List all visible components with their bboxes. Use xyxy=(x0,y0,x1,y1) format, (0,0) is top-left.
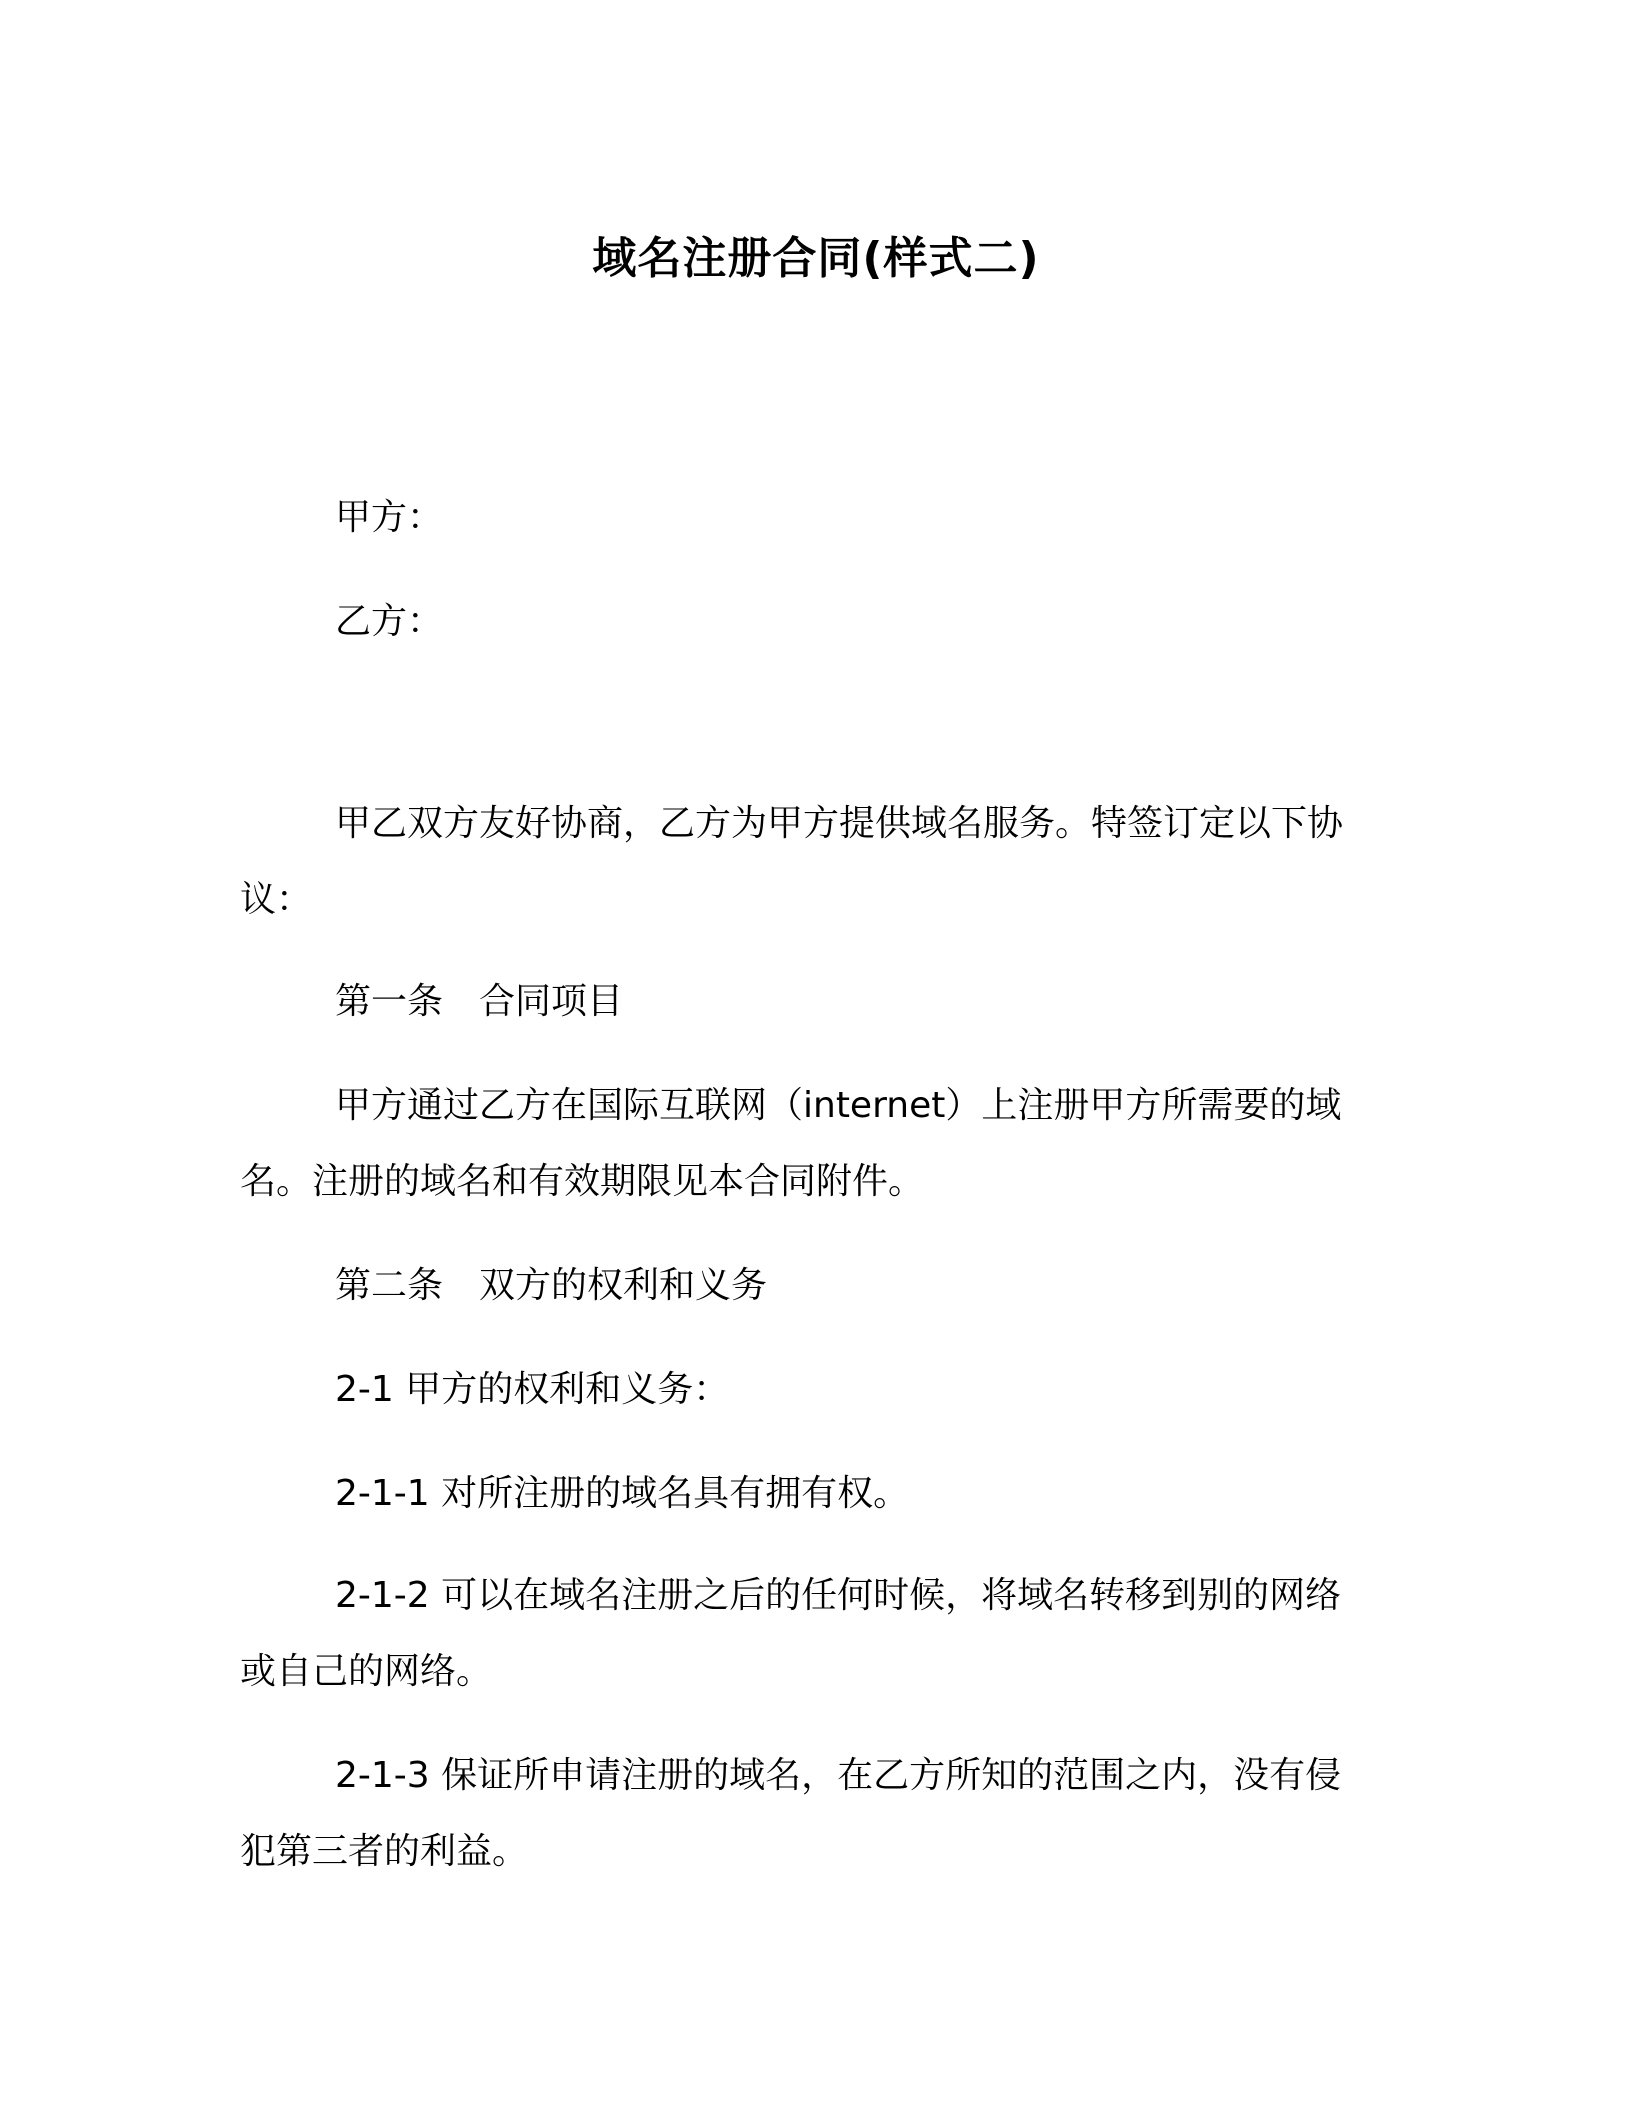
clause-2-1-3-line-2: 犯第三者的利益。 xyxy=(240,1831,529,1872)
intro-paragraph-line-2: 议： xyxy=(240,879,313,920)
clause-2-1-1: 2-1-1 对所注册的域名具有拥有权。 xyxy=(335,1473,910,1514)
party-a-label: 甲方： xyxy=(335,497,444,538)
article-1-heading: 第一条 合同项目 xyxy=(335,981,624,1022)
article-2-heading: 第二条 双方的权利和义务 xyxy=(335,1265,768,1306)
article-1-paragraph-line-1: 甲方通过乙方在国际互联网（internet）上注册甲方所需要的域 xyxy=(335,1085,1342,1126)
party-b-label: 乙方： xyxy=(335,601,444,642)
clause-2-1: 2-1 甲方的权利和义务： xyxy=(335,1369,730,1410)
intro-paragraph-line-1: 甲乙双方友好协商，乙方为甲方提供域名服务。特签订定以下协 xyxy=(335,803,1344,844)
article-1-paragraph-line-2: 名。注册的域名和有效期限见本合同附件。 xyxy=(240,1161,925,1202)
clause-2-1-2-line-2: 或自己的网络。 xyxy=(240,1651,493,1692)
page-title: 域名注册合同(样式二) xyxy=(592,233,1040,284)
clause-2-1-3-line-1: 2-1-3 保证所申请注册的域名，在乙方所知的范围之内，没有侵 xyxy=(335,1755,1342,1796)
clause-2-1-2-line-1: 2-1-2 可以在域名注册之后的任何时候，将域名转移到别的网络 xyxy=(335,1575,1342,1616)
